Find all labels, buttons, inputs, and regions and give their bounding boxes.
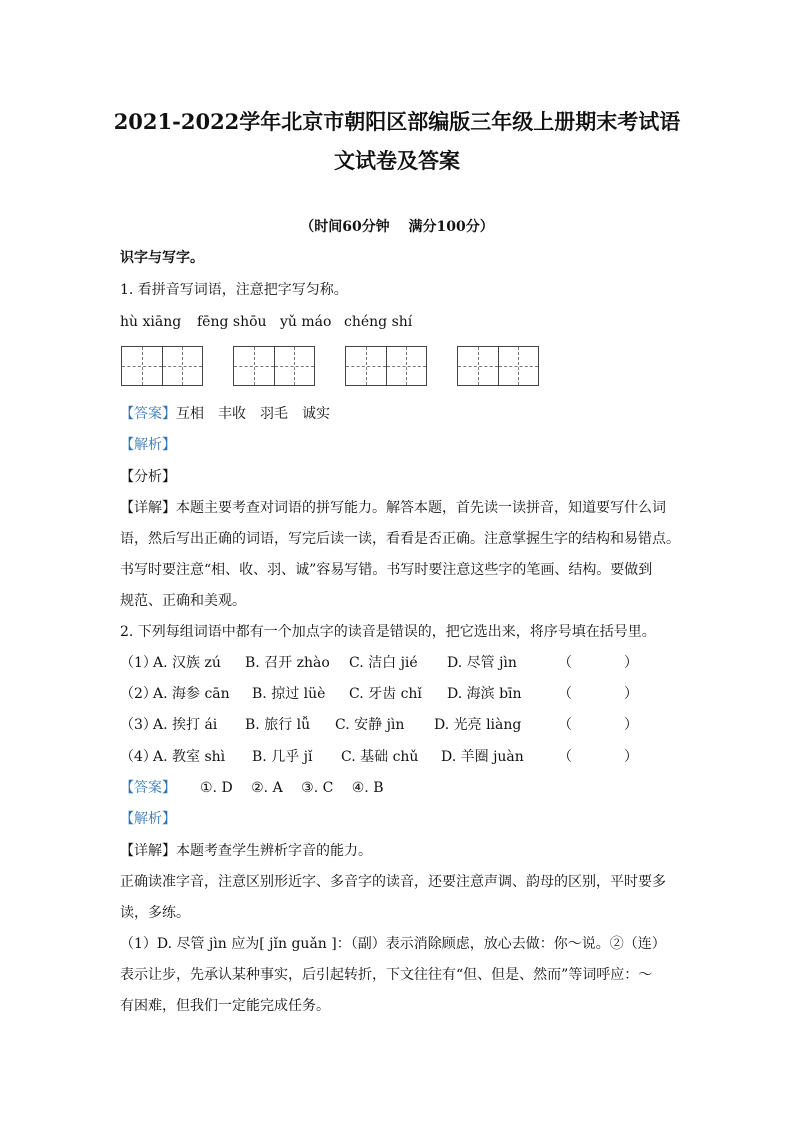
- q2-row-2-b: B. 掠过 lüè: [252, 686, 326, 702]
- pinyin-3: yǔ máo: [280, 314, 332, 330]
- q2-row-2-a: A. 海参 cān: [153, 686, 230, 702]
- q2-explain-line-1: 正确读准字音，注意区别形近字、多音字的读音，还要注意声调、韵母的区别，平时要多: [120, 874, 666, 890]
- q2-row-4-paren-right: ）: [624, 749, 638, 765]
- q2-jiexi-tag: 【解析】: [120, 811, 176, 827]
- q2-row-2-paren-left: （: [558, 686, 572, 702]
- q2-row-2-d: D. 海滨 bīn: [447, 686, 522, 702]
- pinyin-4: chéng shí: [344, 314, 413, 330]
- q2-explain-line-5: 有困难，但我们一定能完成任务。: [120, 998, 330, 1014]
- q2-row-1-num: （1）: [120, 655, 157, 671]
- exam-info: （时间60分钟 满分100分）: [300, 219, 494, 235]
- q1-xiangjie-line-2: 语，然后写出正确的词语，写完后读一读，看看是否正确。注意掌握生字的结构和易错点。: [120, 531, 680, 547]
- q2-row-3-d: D. 光亮 liàng: [434, 717, 522, 733]
- q2-row-1-paren-left: （: [558, 655, 572, 671]
- q1-prompt: 1. 看拼音写词语，注意把字写匀称。: [120, 282, 348, 298]
- title-line-2: 文试卷及答案: [334, 148, 460, 173]
- q2-row-4-num: （4）: [120, 749, 157, 765]
- q2-explain-line-2: 读，多练。: [120, 905, 190, 921]
- q2-row-1-b: B. 召开 zhào: [245, 655, 330, 671]
- q2-row-4-a: A. 教室 shì: [153, 749, 226, 765]
- q2-xiangjie-line-1: [120, 841, 372, 861]
- xiangjie-text: 本题主要考查对词语的拼写能力。解答本题，首先读一读拼音，知道要写什么词: [176, 500, 666, 516]
- writing-grid-1: [121, 346, 203, 386]
- q1-jiexi-tag: 【解析】: [120, 437, 176, 453]
- q2-prompt: 2. 下列每组词语中都有一个加点字的读音是错误的，把它选出来，将序号填在括号里。: [120, 624, 656, 640]
- q1-xiangjie-line-1: [120, 498, 666, 518]
- pinyin-1: hù xiāng: [120, 314, 182, 330]
- q2-row-1-d: D. 尽管 jìn: [447, 655, 517, 671]
- q2-row-3-a: A. 挨打 ái: [153, 717, 218, 733]
- q2-answer-tag: 【答案】: [120, 780, 176, 796]
- q2-row-3-num: （3）: [120, 717, 157, 733]
- answer-tag: 【答案】: [120, 406, 176, 422]
- q1-xiangjie-line-3: 书写时要注意“相、收、羽、诚”容易写错。书写时要注意这些字的笔画、结构。要做到: [120, 562, 653, 578]
- q2-explain-line-3: （1）D. 尽管 jìn 应为[ jǐn guǎn ]：（副）表示消除顾虑，放心去做：你～说。②（连）: [120, 936, 666, 952]
- xiangjie-tag: 【详解】: [120, 843, 176, 859]
- q2-answer: ①. D ②. A ③. C ④. B: [200, 780, 384, 796]
- q1-fenxi-tag: 【分析】: [120, 469, 176, 485]
- writing-grid-4: [457, 346, 539, 386]
- xiangjie-tag: 【详解】: [120, 500, 176, 516]
- q1-xiangjie-line-4: 规范、正确和美观。: [120, 593, 246, 609]
- answer-text: 互相 丰收 羽毛 诚实: [176, 406, 330, 422]
- q2-row-1-paren-right: ）: [624, 655, 638, 671]
- q2-row-3-c: C. 安静 jìn: [335, 717, 405, 733]
- q2-row-3-b: B. 旅行 lǚ: [245, 717, 311, 733]
- q2-row-4-paren-left: （: [558, 749, 572, 765]
- section-heading: 识字与写字。: [120, 250, 204, 266]
- q1-answer: [120, 404, 330, 424]
- xiangjie-text: 本题考查学生辨析字音的能力。: [176, 843, 372, 859]
- writing-grid-3: [345, 346, 427, 386]
- writing-grid-2: [233, 346, 315, 386]
- q2-row-4-c: C. 基础 chǔ: [341, 749, 419, 765]
- q2-row-2-num: （2）: [120, 686, 157, 702]
- q2-row-2-paren-right: ）: [624, 686, 638, 702]
- pinyin-2: fēng shōu: [197, 314, 267, 330]
- q2-row-4-d: D. 羊圈 juàn: [441, 749, 524, 765]
- q2-explain-line-4: 表示让步，先承认某种事实，后引起转折，下文往往有“但、但是、然而”等词呼应：～: [120, 967, 653, 983]
- q2-row-3-paren-right: ）: [624, 717, 638, 733]
- title-line-1: 2021-2022学年北京市朝阳区部编版三年级上册期末考试语: [113, 109, 681, 134]
- q2-row-3-paren-left: （: [558, 717, 572, 733]
- q2-row-2-c: C. 牙齿 chǐ: [349, 686, 422, 702]
- q2-row-4-b: B. 几乎 jǐ: [252, 749, 313, 765]
- q2-row-1-c: C. 洁白 jié: [349, 655, 418, 671]
- q2-row-1-a: A. 汉族 zú: [153, 655, 221, 671]
